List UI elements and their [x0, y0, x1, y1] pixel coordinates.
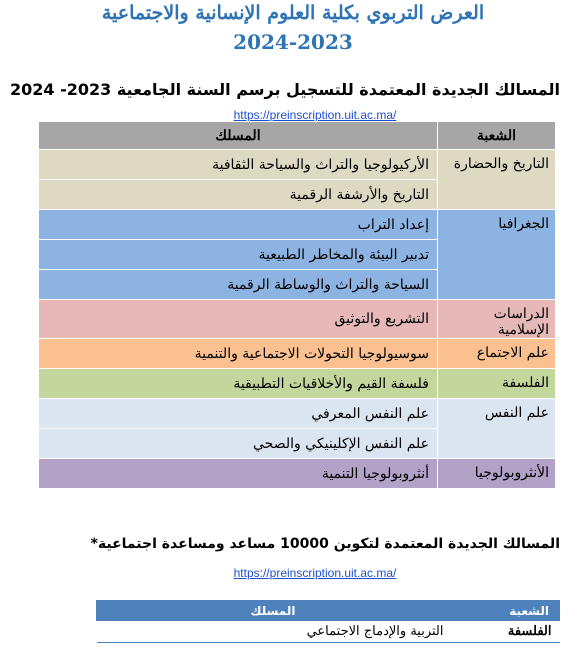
table-row [39, 210, 556, 240]
header-branch: الشعبة [438, 122, 556, 150]
table-row [39, 150, 556, 180]
header-track: المسلك [39, 122, 438, 150]
table-row [39, 300, 556, 339]
table-row [39, 369, 556, 399]
social-assistant-table [96, 600, 560, 643]
branch-cell: الفلسفة [450, 621, 560, 643]
section1-link[interactable]: https://preinscription.uit.ac.ma/ [233, 108, 397, 122]
track-cell: علم النفس المعرفي [39, 399, 438, 429]
branch-cell: الأنثروبولوجيا [438, 459, 556, 489]
track-cell: الأركيولوجيا والتراث والسياحة الثقافية [39, 150, 438, 180]
track-cell: أنثروبولوجيا التنمية [39, 459, 438, 489]
table-header-row [97, 601, 560, 621]
branch-cell: التاريخ والحضارة [438, 150, 556, 210]
header-branch: الشعبة [450, 601, 560, 621]
track-cell: التشريع والتوثيق [39, 300, 438, 339]
branch-cell: الجغرافيا [438, 210, 556, 300]
track-cell: التاريخ والأرشفة الرقمية [39, 180, 438, 210]
table-row [39, 399, 556, 429]
table-row [97, 621, 560, 643]
table-row [39, 339, 556, 369]
track-cell: فلسفة القيم والأخلاقيات التطبيقية [39, 369, 438, 399]
track-cell: إعداد التراب [39, 210, 438, 240]
track-cell: تدبير البيئة والمخاطر الطبيعية [39, 240, 438, 270]
track-cell: السياحة والتراث والوساطة الرقمية [39, 270, 438, 300]
branch-cell: الفلسفة [438, 369, 556, 399]
table-row [39, 459, 556, 489]
track-cell: سوسيولوجيا التحولات الاجتماعية والتنمية [39, 339, 438, 369]
page-title: العرض التربوي بكلية العلوم الإنسانية والاجتماعية [101, 2, 485, 24]
section2-title: المسالك الجديدة المعتمدة لتكوين 10000 مساعد ومساعدة اجتماعية* [90, 536, 560, 552]
section1-title: المسالك الجديدة المعتمدة للتسجيل برسم السنة الجامعية 2023- 2024 [10, 80, 560, 99]
branch-cell: علم الاجتماع [438, 339, 556, 369]
tracks-table [38, 121, 556, 489]
table-header-row [39, 122, 556, 150]
branch-cell: علم النفس [438, 399, 556, 459]
track-cell: علم النفس الإكلينيكي والصحي [39, 429, 438, 459]
header-track: المسلك [97, 601, 450, 621]
track-cell: التربية والإدماج الاجتماعي [97, 621, 450, 643]
page-year: 2024-2023 [233, 30, 353, 54]
section2-link[interactable]: https://preinscription.uit.ac.ma/ [233, 566, 397, 580]
branch-cell: الدراسات الإسلامية [438, 300, 556, 339]
